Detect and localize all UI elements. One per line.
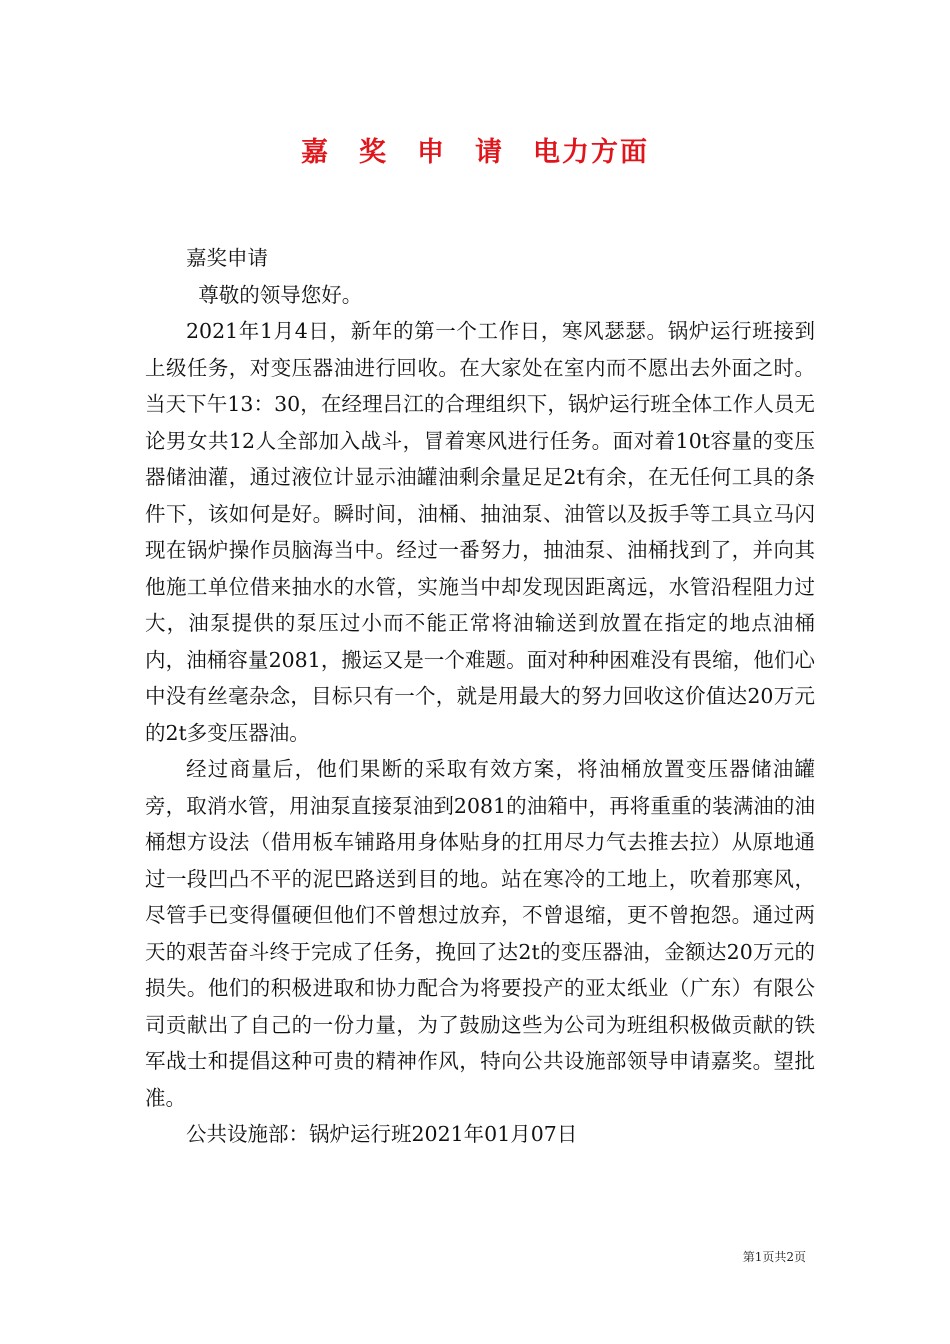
page-number: 第1页共2页: [742, 1250, 806, 1264]
paragraph-signature: 公共设施部：锅炉运行班2021年01月07日: [186, 1122, 578, 1146]
paragraph-body-1: 2021年1月4日，新年的第一个工作日，寒风瑟瑟。锅炉运行班接到上级任务，对变压器油进行回收。在大家处在室内而不愿出去外面之时。当天下午13：30，在经理吕江的合理组织下，锅炉运行班全体工作人员无论男女共12人全部加入战斗，冒着寒风进行任务。面对着10t容量的变压器储油灌，通过液位计显示油罐油剩余量足足2t有余，在无任何工具的条件下，该如何是好。瞬时间，油桶、抽油泵、油管以及扳手等工具立马闪现在锅炉操作员脑海当中。经过一番努力，抽油泵、油桶找到了，并向其他施工单位借来抽水的水管，实施当中却发现因距离远，水管沿程阻力过大，油泵提供的泵压过小而不能正常将油输送到放置在指定的地点油桶内，油桶容量2081，搬运又是一个难题。面对种种困难没有畏缩，他们心中没有丝毫杂念，目标只有一个，就是用最大的努力回收这价值达20万元的2t多变压器油。: [145, 319, 815, 745]
paragraph-body-2: 经过商量后，他们果断的采取有效方案，将油桶放置变压器储油罐旁，取消水管，用油泵直接泵油到2081的油箱中，再将重重的装满油的油桶想方设法（借用板车铺路用身体贴身的扛用尽力气去推去拉）从原地通过一段凹凸不平的泥巴路送到目的地。站在寒冷的工地上，吹着那寒风，尽管手已变得僵硬但他们不曾想过放弃，不曾退缩，更不曾抱怨。通过两天的艰苦奋斗终于完成了任务，挽回了达2t的变压器油，金额达20万元的损失。他们的积极进取和协力配合为将要投产的亚太纸业（广东）有限公司贡献出了自己的一份力量，为了鼓励这些为公司为班组积极做贡献的铁军战士和提倡这种可贵的精神作风，特向公共设施部领导申请嘉奖。望批准。: [145, 757, 815, 1110]
paragraph-heading: 嘉奖申请: [186, 246, 268, 270]
paragraph-salutation: 尊敬的领导您好。: [198, 282, 363, 307]
document-title: 嘉 奖 申 请 电力方面: [301, 137, 649, 168]
document-body: [145, 240, 815, 1153]
